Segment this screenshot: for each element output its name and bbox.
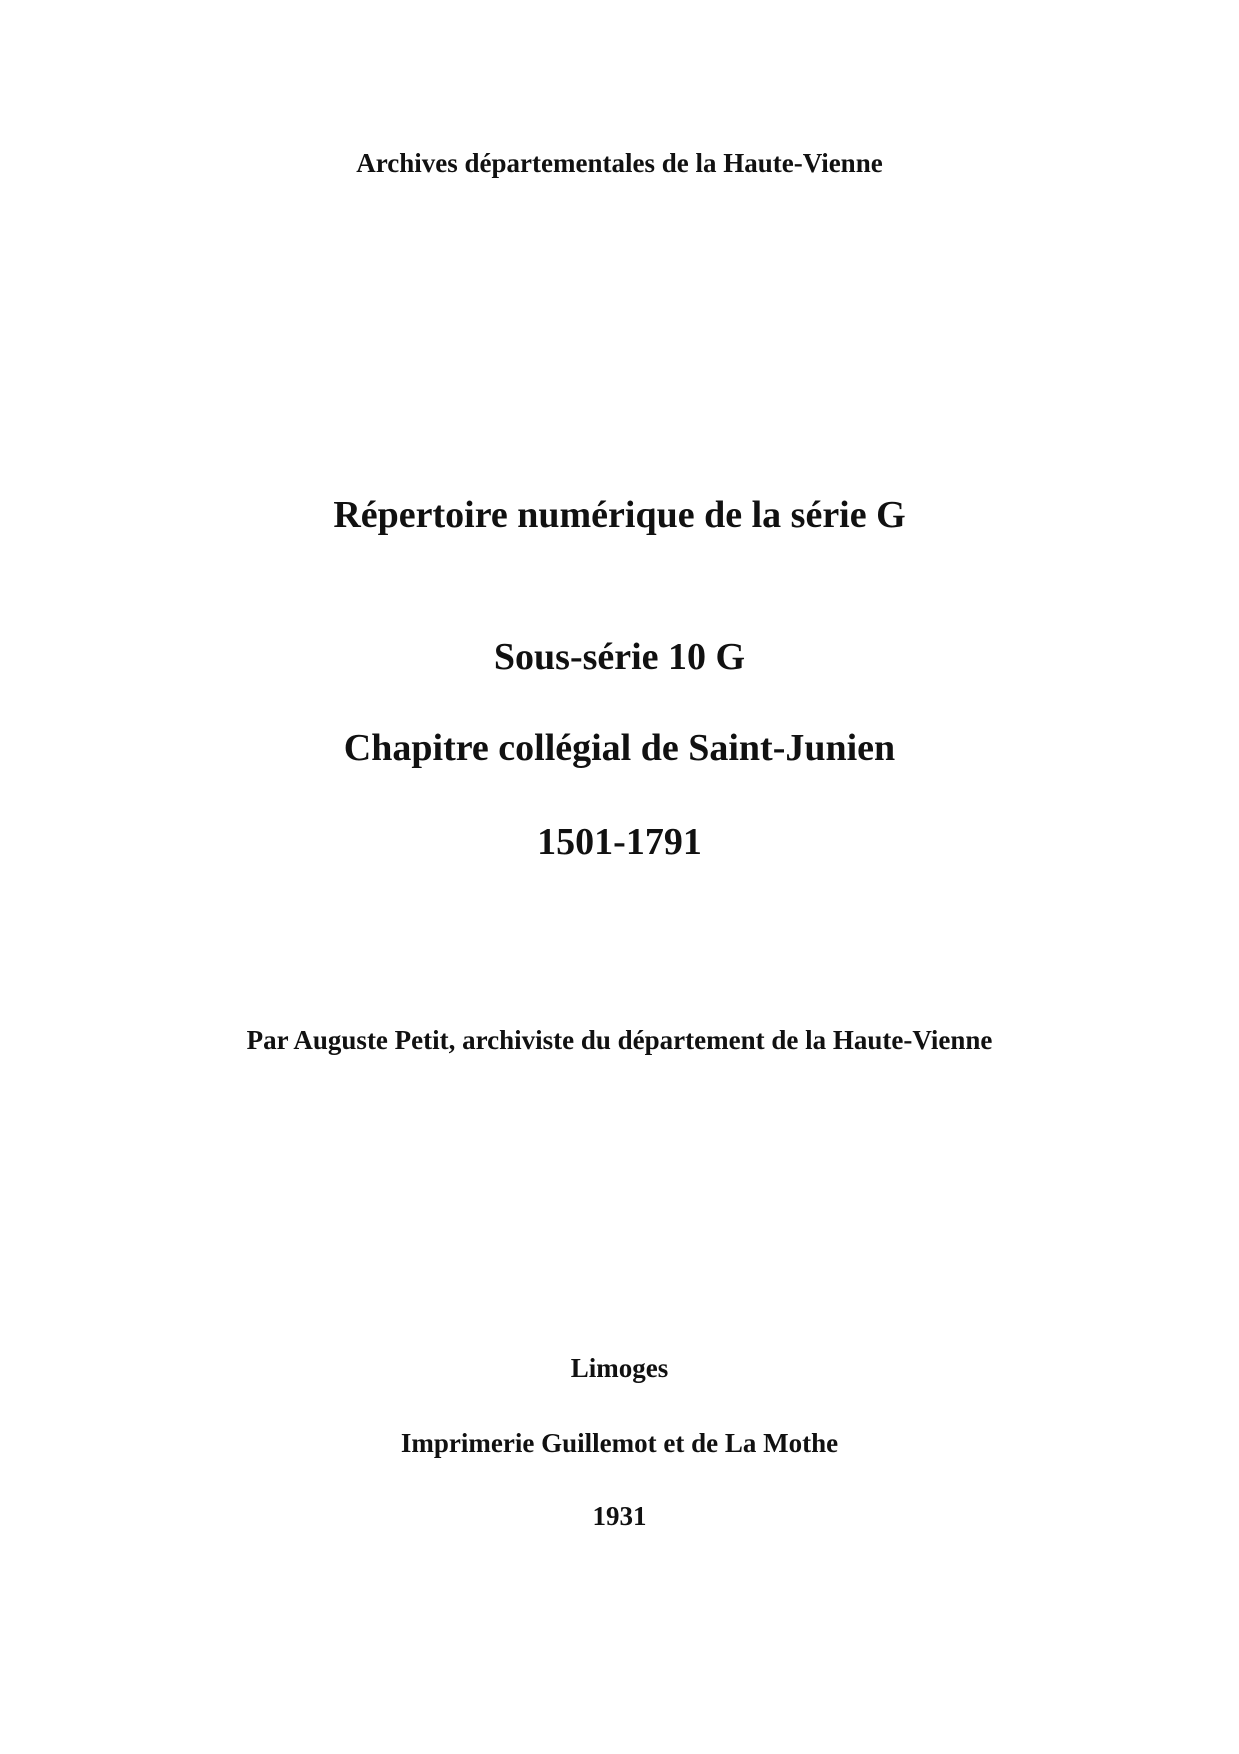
imprint-city: Limoges [570, 1353, 669, 1383]
subseries-title: Sous-série 10 G [493, 636, 746, 678]
subject-title: Chapitre collégial de Saint-Junien [343, 727, 896, 769]
author-line: Par Auguste Petit, archiviste du département de la Haute-Vienne [246, 1025, 993, 1055]
date-range: 1501-1791 [537, 821, 702, 863]
imprint-printer: Imprimerie Guillemot et de La Mothe [400, 1428, 839, 1458]
imprint-year: 1931 [592, 1501, 647, 1531]
institution-header: Archives départementales de la Haute-Vienne [356, 148, 883, 178]
document-title: Répertoire numérique de la série G [333, 494, 906, 536]
